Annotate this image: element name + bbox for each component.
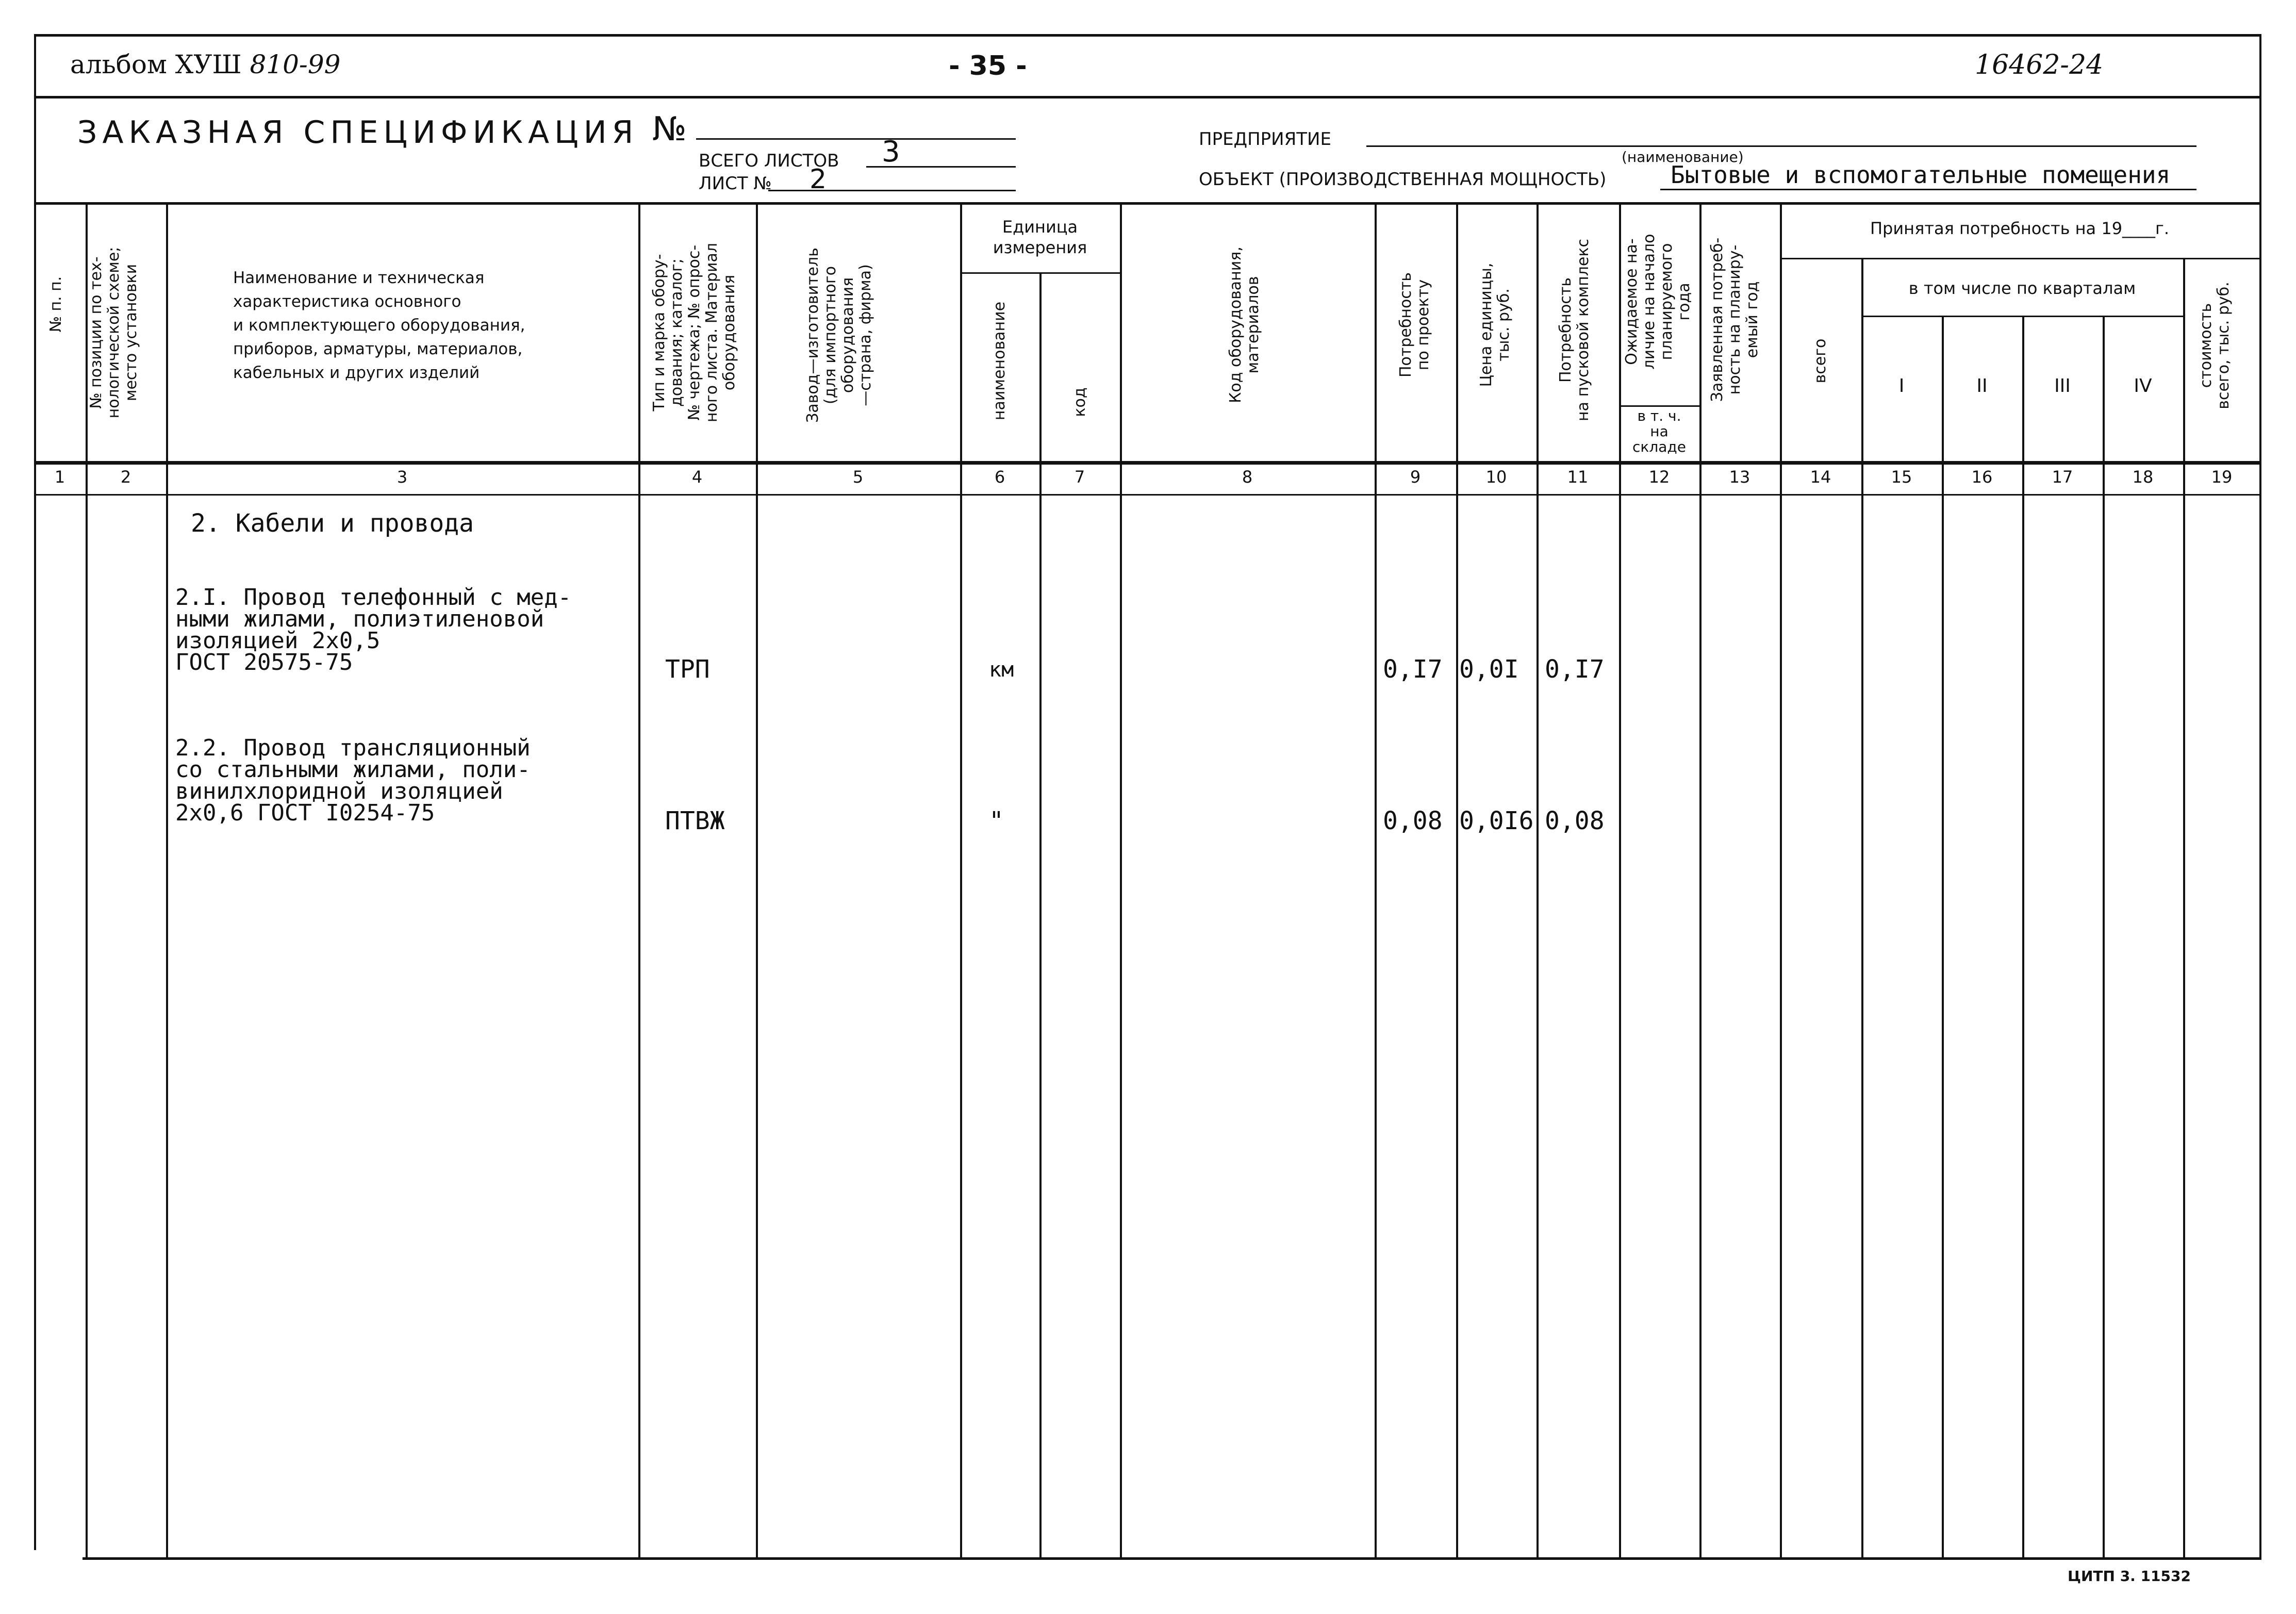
col-num-8: 8 (1242, 467, 1253, 487)
col-1-header: № п. п. (47, 276, 65, 333)
col-num-2: 2 (120, 467, 131, 487)
col-line-10 (1537, 202, 1539, 1558)
col-num-14: 14 (1810, 467, 1831, 487)
item2-description: 2.2. Провод трансляционный со стальными жилами, поли- винилхлоридной изоляцией 2х0,6 ГОСТ I0254-75 (175, 735, 531, 826)
item2-type: ПТВЖ (665, 806, 725, 835)
spec-number-label: № (652, 110, 687, 149)
col-14-header: всего (1811, 338, 1829, 384)
object-value: Бытовые и вспомогательные помещения (1671, 161, 2171, 189)
col-line-15 (1942, 316, 1944, 1558)
col-line-12 (1699, 202, 1702, 1558)
colnum-bottom-line (34, 494, 2261, 496)
quarters-group-line (1861, 316, 2183, 317)
col-11-header: Потребность на пусковой комплекс (1557, 239, 1592, 421)
col-8-header: Код оборудования, материалов (1227, 246, 1262, 403)
page-title: ЗАКАЗНАЯ СПЕЦИФИКАЦИЯ (77, 114, 639, 151)
col-13-header: Заявленная потреб- ность на планиру- емый год (1708, 237, 1761, 402)
col-7-header: код (1071, 387, 1089, 417)
item1-launch: 0,I7 (1545, 655, 1605, 684)
album-label-text: альбом ХУШ (70, 50, 242, 79)
col-line-13 (1780, 202, 1782, 1558)
object-label: ОБЪЕКТ (ПРОИЗВОДСТВЕННАЯ МОЩНОСТЬ) (1199, 169, 1607, 190)
enterprise-line (1366, 145, 2196, 147)
col-line-6 (1039, 272, 1042, 1558)
col-line-2 (166, 202, 168, 1558)
sheet-value: 2 (810, 164, 827, 195)
frame-left (34, 34, 36, 1550)
col-num-7: 7 (1074, 467, 1085, 487)
col-num-5: 5 (852, 467, 864, 487)
unit-group-header: Единица измерения (993, 217, 1087, 257)
item1-description: 2.I. Провод телефонный с мед- ными жилами, полиэтиленовой изоляцией 2х0,5 ГОСТ 20575-75 (175, 584, 572, 676)
page-number: - 35 - (949, 51, 1027, 81)
unit-group-line (960, 272, 1120, 274)
col-num-13: 13 (1729, 467, 1750, 487)
album-label (70, 50, 340, 79)
frame-right (2259, 34, 2261, 1558)
header-bottom-line (34, 461, 2261, 465)
col-num-18: 18 (2132, 467, 2154, 487)
quarter-3-header: III (2054, 375, 2071, 397)
sheets-total-line (866, 166, 1016, 168)
sheet-line (768, 190, 1016, 191)
col-10-header: Цена единицы, тыс. руб. (1477, 262, 1513, 387)
item2-price: 0,0I6 (1459, 806, 1534, 835)
quarter-4-header: IV (2134, 375, 2152, 397)
col-num-3: 3 (397, 467, 408, 487)
col-num-16: 16 (1971, 467, 1993, 487)
col-line-7 (1120, 202, 1122, 1558)
col-num-9: 9 (1410, 467, 1421, 487)
sheet-label: ЛИСТ № (699, 173, 772, 194)
quarter-2-header: II (1976, 375, 1988, 397)
item2-launch: 0,08 (1545, 806, 1605, 835)
quarter-1-header: I (1898, 375, 1905, 397)
enterprise-label: ПРЕДПРИЯТИЕ (1199, 129, 1331, 150)
section-heading: 2. Кабели и провода (191, 509, 474, 538)
item1-need: 0,I7 (1383, 655, 1443, 684)
col-num-11: 11 (1567, 467, 1589, 487)
col-num-12: 12 (1648, 467, 1670, 487)
quarters-group-header: в том числе по кварталам (1908, 278, 2136, 298)
col-num-6: 6 (994, 467, 1005, 487)
col-line-3 (638, 202, 640, 1558)
col-2-header: № позиции по тех- нологической схеме; место установки (87, 246, 140, 419)
col-9-header: Потребность по проекту (1397, 272, 1432, 378)
footer-stamp: ЦИТП 3. 11532 (2068, 1568, 2191, 1585)
object-line (1660, 189, 2196, 190)
album-number: 810-99 (250, 50, 341, 79)
col-line-5 (960, 202, 962, 1558)
item2-unit: " (989, 806, 1004, 835)
col-num-10: 10 (1485, 467, 1507, 487)
sheets-total-value: 3 (882, 135, 900, 169)
col-3-header: Наименование и техническая характеристика основного и комплектующего оборудования, приборов, арматуры, материалов, кабельных и других изделий (233, 269, 525, 382)
header-divider (34, 96, 2261, 98)
col-line-14 (1861, 258, 1863, 1558)
col-12-sub-header: в т. ч. на складе (1632, 407, 1686, 455)
col-num-17: 17 (2052, 467, 2073, 487)
sheets-total-label: ВСЕГО ЛИСТОВ (699, 151, 839, 171)
accepted-group-header: Принятая потребность на 19____г. (1870, 219, 2170, 238)
frame-top (34, 34, 2261, 37)
stock-sub-line (1619, 405, 1699, 407)
frame-bottom (82, 1557, 2261, 1560)
spec-number-line (696, 138, 1016, 140)
col-line-18 (2183, 258, 2185, 1558)
col-num-19: 19 (2211, 467, 2233, 487)
col-12-header: Ожидаемое на- личие на начало планируемого года (1623, 234, 1693, 370)
accepted-group-line (1780, 258, 2259, 259)
col-line-17 (2103, 316, 2105, 1558)
item2-need: 0,08 (1383, 806, 1443, 835)
item1-unit: км (989, 658, 1014, 682)
name-hint: (наименование) (1622, 149, 1744, 166)
col-line-8 (1375, 202, 1377, 1558)
col-line-9 (1456, 202, 1458, 1558)
col-num-15: 15 (1891, 467, 1912, 487)
col-6-header: наименование (990, 301, 1009, 421)
col-num-1: 1 (54, 467, 65, 487)
item1-type: ТРП (665, 655, 710, 684)
item1-price: 0,0I (1459, 655, 1519, 684)
col-line-16 (2022, 316, 2024, 1558)
col-4-header: Тип и марка обору- дования; каталог; № чертежа; № опрос- ного листа. Материал оборудования (650, 242, 738, 423)
doc-code: 16462-24 (1975, 50, 2104, 80)
col-5-header: Завод—изготовитель (для импортного оборудования —страна, фирма) (804, 248, 874, 423)
col-num-4: 4 (691, 467, 703, 487)
col-line-4 (756, 202, 758, 1558)
col-19-header: стоимость всего, тыс. руб. (2197, 282, 2233, 409)
title-divider (34, 202, 2261, 205)
